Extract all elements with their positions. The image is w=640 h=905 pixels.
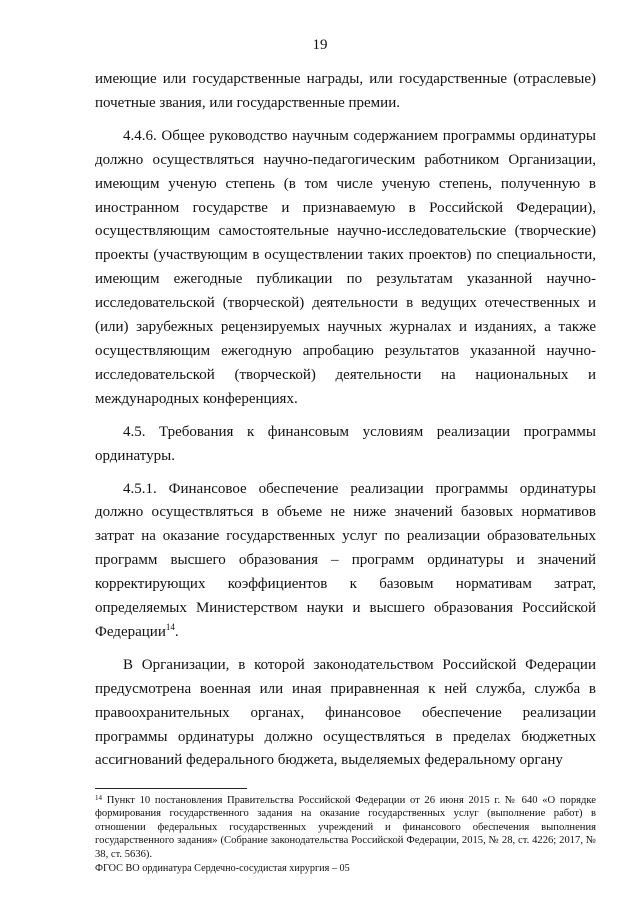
paragraph-4-4-6: 4.4.6. Общее руководство научным содержанием программы ординатуры должно осуществляться научно-педагогическим работником Организации, имеющим ученую степень (в том числе ученую степень, полученную в иностранном государстве и признаваемую в Российской Федерации), осуществляющим самостоятельные научно-исследовательские (творческие) проекты (участвующим в осуществлении таких проектов) по специальности, имеющим ежегодные публикации по результатам указанной научно-исследовательской (творческой) деятельности в ведущих отечественных и (или) зарубежных рецензируемых научных журналах и изданиях, а также осуществляющим ежегодную апробацию результатов указанной научно-исследовательской (творческой) деятельности на национальных и международных конференциях. xyxy=(95,127,596,407)
page-number: 19 xyxy=(312,37,328,53)
footnote-marker: 14 xyxy=(95,794,102,802)
paragraph-military-organization: В Организации, в которой законодательством Российской Федерации предусмотрена военная или иная приравненная к ней служба, служба в правоохранительных органах, финансовое обеспечение реализации программы ординатуры должно осуществляться в пределах бюджетных ассигнований федерального бюджета, выделяемых федеральному органу xyxy=(95,656,596,769)
paragraph-4-5-1: 4.5.1. Финансовое обеспечение реализации программы ординатуры должно осуществляться в объеме не ниже значений базовых нормативов затрат на оказание государственных услуг по реализации образовательных программ высшего образования – программ ординатуры и значений корректирующих коэффициентов к базовым нормативам затрат, определяемых Министерством науки и высшего образования Российской Федерации$^{14}$. xyxy=(95,480,596,640)
paragraph-4-5-1-text: 4.5.1. Финансовое обеспечение реализации программы ординатуры должно осуществляться в объеме не ниже значений базовых нормативов затрат на оказание государственных услуг по реализации образовательных программ высшего образования – программ ординатуры и значений корректирующих коэффициентов к базовым нормативам затрат, определяемых Министерством науки и высшего образования Российской Федерации xyxy=(95,480,596,640)
footnote-reference: 14 xyxy=(165,621,175,632)
footnote-14 xyxy=(95,794,596,861)
paragraph-4-5: 4.5. Требования к финансовым условиям реализации программы ординатуры. xyxy=(95,423,596,464)
footnote-separator xyxy=(95,788,247,789)
document-footer: ФГОС ВО ординатура Сердечно-сосудистая хирургия – 05 xyxy=(95,863,350,874)
paragraph-continuation: имеющие или государственные награды, или государственные (отраслевые) почетные звания, или государственные премии. xyxy=(95,71,596,111)
footnote-text: Пункт 10 постановления Правительства Российской Федерации от 26 июня 2015 г. № 640 «О порядке формирования государственного задания на оказание государственных услуг (выполнение работ) в отношении федеральных государственных учреждений и финансового обеспечения выполнения государственного задания» (Собрание законодательства Российской Федерации, 2015, № 28, ст. 4226; 2017, № 38, ст. 5636). xyxy=(95,795,596,860)
body-text xyxy=(95,68,596,782)
